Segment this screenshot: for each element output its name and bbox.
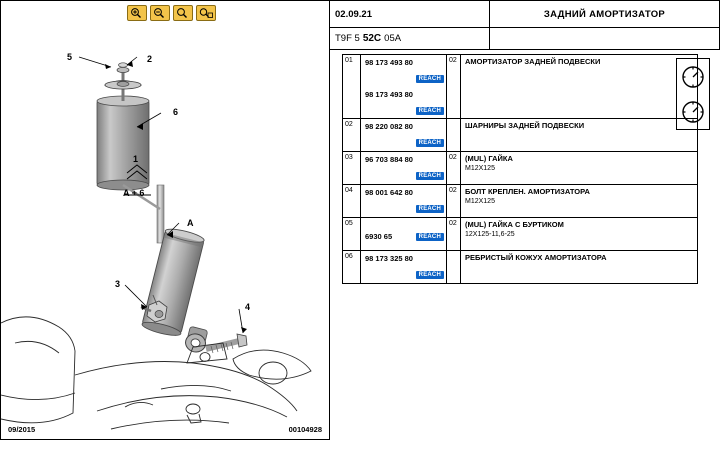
row-description-sub: M12X125: [465, 165, 495, 173]
row-index: 03: [343, 152, 361, 184]
table-row[interactable]: [343, 55, 697, 119]
drawing-svg: [1, 23, 329, 439]
reach-badge: REACH: [416, 233, 444, 241]
callout-5: 5: [67, 52, 73, 62]
callout-a: A: [187, 218, 194, 228]
part-number: 96 703 884 80: [365, 155, 413, 164]
row-description: [461, 119, 697, 151]
reach-badge: REACH: [416, 139, 444, 147]
callout-1: 1: [133, 154, 139, 164]
reach-badge: REACH: [416, 271, 444, 279]
drawing-date: 09/2015: [8, 425, 36, 434]
part-number: 98 173 493 80: [365, 90, 413, 99]
row-description-main: АМОРТИЗАТОР ЗАДНЕЙ ПОДВЕСКИ: [465, 57, 601, 66]
part-number: 98 173 493 80: [365, 58, 413, 67]
row-description-main: (MUL) ГАЙКА: [465, 154, 513, 163]
row-part-refs: [361, 119, 447, 151]
row-part-refs: [361, 218, 447, 250]
reach-badge: REACH: [416, 172, 444, 180]
part-number: 6930 65: [365, 232, 393, 241]
panel-header: [330, 0, 720, 28]
table-row[interactable]: [343, 152, 697, 185]
illustration-panel: [0, 0, 330, 440]
table-row[interactable]: [343, 185, 697, 218]
variant-bold: 52C: [362, 33, 382, 44]
row-quantity: 02: [447, 152, 461, 184]
reach-badge: REACH: [416, 205, 444, 213]
zoom-select-icon[interactable]: [196, 5, 216, 21]
reach-badge: REACH: [416, 75, 444, 83]
zoom-in-icon[interactable]: [127, 5, 147, 21]
parts-panel: [330, 0, 720, 440]
shock-absorber-drawing: [1, 23, 329, 439]
row-description: [461, 251, 697, 283]
row-quantity: [447, 119, 461, 151]
variant-prefix: T9F 5: [335, 33, 360, 44]
variant-code: [330, 28, 490, 49]
part-number-inline: [361, 218, 446, 243]
zoom-out-icon[interactable]: [150, 5, 170, 21]
reach-badge-wrap: [361, 131, 446, 151]
row-description: [461, 152, 697, 184]
row-index: 06: [343, 251, 361, 283]
callout-2: 2: [147, 54, 153, 64]
row-part-refs: [361, 185, 447, 217]
row-part-refs: [361, 251, 447, 283]
reach-badge: REACH: [416, 107, 444, 115]
row-description-sub: M12X125: [465, 198, 495, 206]
reach-badge-wrap: [361, 164, 446, 184]
row-quantity: [447, 251, 461, 283]
reach-badge-wrap: [361, 197, 446, 217]
row-part-refs: [361, 55, 447, 118]
row-index: 04: [343, 185, 361, 217]
table-row[interactable]: [343, 218, 697, 251]
callout-6: 6: [173, 107, 179, 117]
zoom-toolbar: [121, 4, 221, 22]
part-number: 98 220 082 80: [365, 122, 413, 131]
row-description-main: РЕБРИСТЫЙ КОЖУХ АМОРТИЗАТОРА: [465, 253, 607, 262]
section-code: 02.09.21: [330, 1, 490, 27]
row-description: [461, 185, 697, 217]
variant-suffix: 05A: [384, 33, 402, 44]
part-number: 98 001 642 80: [365, 188, 413, 197]
panel-subheader: [330, 28, 720, 50]
drawing-code: 00104928: [288, 425, 322, 434]
reach-badge-wrap: [361, 67, 446, 87]
callout-3: 3: [115, 279, 121, 289]
row-index: 02: [343, 119, 361, 151]
row-index: 01: [343, 55, 361, 118]
row-description: [461, 218, 697, 250]
part-number: 98 173 325 80: [365, 254, 413, 263]
table-row[interactable]: [343, 119, 697, 152]
row-part-refs: [361, 152, 447, 184]
reach-badge-wrap: [361, 99, 446, 119]
callout-1-sub: A + 6: [123, 188, 145, 198]
row-description-main: БОЛТ КРЕПЛЕН. АМОРТИЗАТОРА: [465, 187, 590, 196]
row-quantity: 02: [447, 55, 461, 118]
zoom-fit-icon[interactable]: [173, 5, 193, 21]
row-description-main: ШАРНИРЫ ЗАДНЕЙ ПОДВЕСКИ: [465, 121, 585, 130]
row-quantity: 02: [447, 185, 461, 217]
row-description-sub: 12X125-11,6-25: [465, 231, 515, 239]
row-quantity: 02: [447, 218, 461, 250]
table-row[interactable]: [343, 251, 697, 284]
reach-badge-wrap: [361, 263, 446, 283]
row-description: [461, 55, 697, 118]
row-description-main: (MUL) ГАЙКА С БУРТИКОМ: [465, 220, 564, 229]
page-title: ЗАДНИЙ АМОРТИЗАТОР: [543, 8, 666, 20]
row-index: 05: [343, 218, 361, 250]
callout-4: 4: [245, 302, 251, 312]
parts-table: [342, 54, 698, 284]
subheader-blank: [490, 28, 719, 49]
